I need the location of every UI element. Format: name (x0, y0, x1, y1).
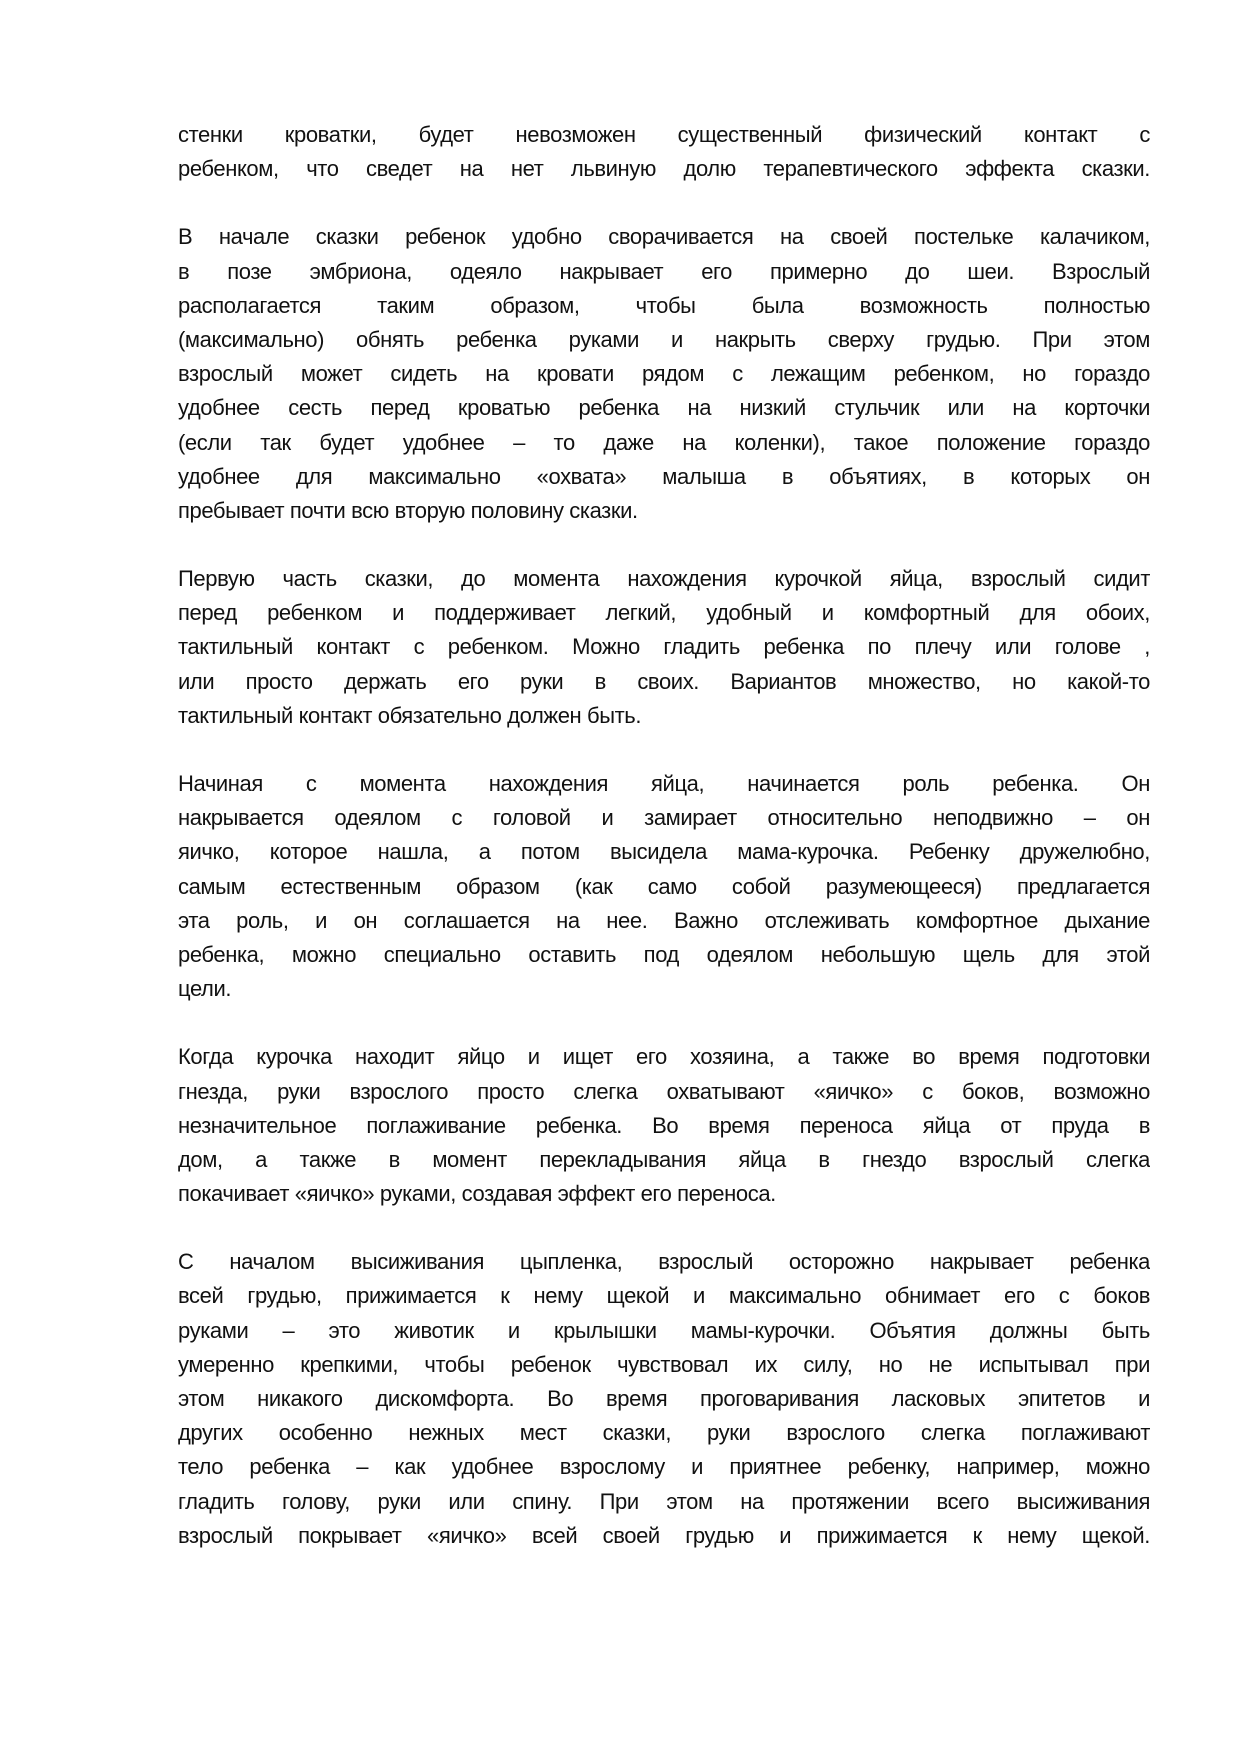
text-line: Когда курочка находит яйцо и ищет его хозяина, а также во время подготовки (178, 1044, 1150, 1070)
text-line: В начале сказки ребенок удобно сворачивается на своей постельке калачиком, (178, 224, 1150, 250)
text-line: цели. (178, 976, 232, 1002)
text-line: взрослый может сидеть на кровати рядом с лежащим ребенком, но гораздо (178, 361, 1150, 387)
text-line: руками – это животик и крылышки мамы-курочки. Объятия должны быть (178, 1317, 1150, 1343)
body-text (178, 118, 1150, 1587)
paragraph-1 (178, 118, 1150, 186)
text-line: гнезда, руки взрослого просто слегка охватывают «яичко» с боков, возможно (178, 1078, 1150, 1104)
text-line: взрослый покрывает «яичко» всей своей грудью и прижимается к нему щекой. (178, 1522, 1150, 1548)
text-line: удобнее для максимально «охвата» малыша в объятиях, в которых он (178, 463, 1150, 489)
text-line: незначительное поглаживание ребенка. Во время переноса яйца от пруда в (178, 1112, 1150, 1138)
text-line: самым естественным образом (как само собой разумеющееся) предлагается (178, 873, 1150, 899)
text-line: стенки кроватки, будет невозможен существенный физический контакт с (178, 122, 1150, 147)
text-line: тактильный контакт с ребенком. Можно гладить ребенка по плечу или голове , (178, 634, 1150, 660)
text-line: умеренно крепкими, чтобы ребенок чувствовал их силу, но не испытывал при (178, 1351, 1150, 1377)
paragraph-4 (178, 767, 1150, 1006)
text-line: Начиная с момента нахождения яйца, начинается роль ребенка. Он (178, 771, 1150, 796)
text-line: накрывается одеялом с головой и замирает относительно неподвижно – он (178, 805, 1150, 831)
text-line: ребенком, что сведет на нет львиную долю терапевтического эффекта сказки. (178, 156, 1150, 182)
text-line: дом, а также в момент перекладывания яйца в гнездо взрослый слегка (178, 1146, 1150, 1172)
text-line: или просто держать его руки в своих. Вариантов множество, но какой-то (178, 668, 1150, 694)
text-line: Первую часть сказки, до момента нахождения курочкой яйца, взрослый сидит (178, 566, 1150, 592)
text-line: перед ребенком и поддерживает легкий, удобный и комфортный для обоих, (178, 600, 1150, 626)
text-line: гладить голову, руки или спину. При этом на протяжении всего высиживания (178, 1488, 1150, 1514)
text-line: тело ребенка – как удобнее взрослому и приятнее ребенку, например, можно (178, 1454, 1150, 1480)
text-line: располагается таким образом, чтобы была возможность полностью (178, 292, 1150, 318)
paragraph-5 (178, 1040, 1150, 1211)
text-line: пребывает почти всю вторую половину сказки. (178, 497, 638, 523)
text-line: ребенка, можно специально оставить под одеялом небольшую щель для этой (178, 941, 1150, 967)
text-line: других особенно нежных мест сказки, руки взрослого слегка поглаживают (178, 1420, 1150, 1446)
text-line: покачивает «яичко» руками, создавая эффект его переноса. (178, 1181, 776, 1207)
paragraph-6 (178, 1245, 1150, 1553)
text-line: удобнее сесть перед кроватью ребенка на низкий стульчик или на корточки (178, 395, 1150, 421)
text-line: в позе эмбриона, одеяло накрывает его примерно до шеи. Взрослый (178, 258, 1150, 284)
text-line: эта роль, и он соглашается на нее. Важно отслеживать комфортное дыхание (178, 907, 1150, 933)
text-line: (если так будет удобнее – то даже на коленки), такое положение гораздо (178, 429, 1150, 455)
text-line: этом никакого дискомфорта. Во время проговаривания ласковых эпитетов и (178, 1386, 1150, 1411)
paragraph-3 (178, 562, 1150, 733)
text-line: яичко, которое нашла, а потом высидела мама-курочка. Ребенку дружелюбно, (178, 839, 1150, 865)
text-line: С началом высиживания цыпленка, взрослый осторожно накрывает ребенка (178, 1249, 1150, 1275)
text-line: (максимально) обнять ребенка руками и накрыть сверху грудью. При этом (178, 326, 1150, 352)
text-line: всей грудью, прижимается к нему щекой и максимально обнимает его с боков (178, 1283, 1150, 1309)
paragraph-2 (178, 220, 1150, 528)
text-line: тактильный контакт обязательно должен быть. (178, 702, 642, 728)
